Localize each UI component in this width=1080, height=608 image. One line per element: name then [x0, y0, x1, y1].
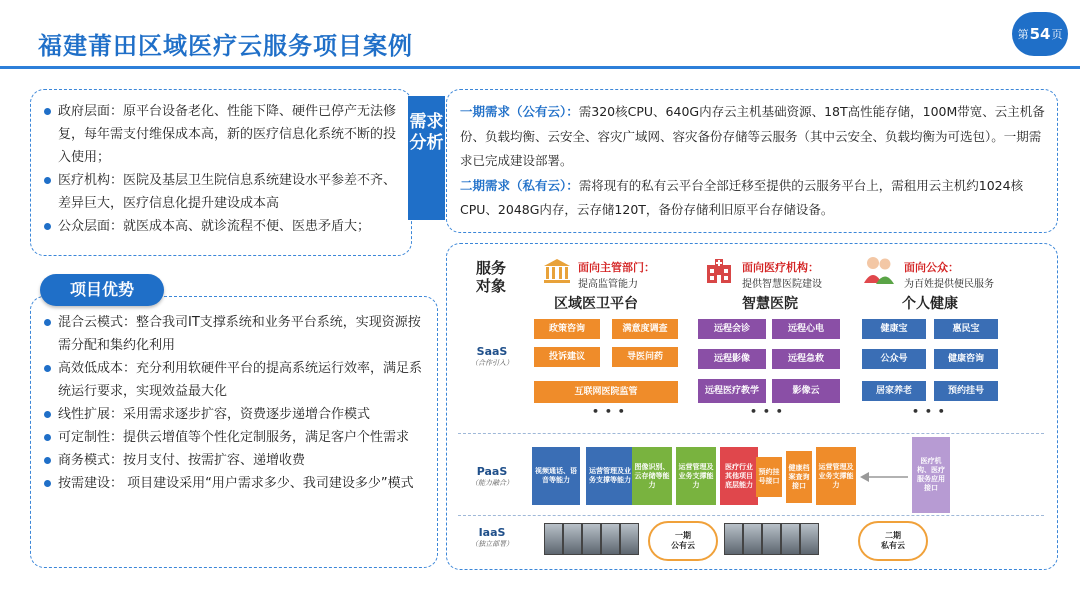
audience-title: 面向公众：: [904, 261, 959, 274]
saas-box: 互联网医院监管: [534, 381, 678, 403]
saas-box: 远程心电: [772, 319, 840, 339]
saas-box: 远程医疗教学: [698, 379, 766, 403]
server-rack-icon: [724, 523, 743, 555]
layer-name: SaaS: [476, 345, 508, 358]
audience-sub: 为百姓提供便民服务: [904, 279, 994, 290]
more-dots: • • •: [912, 405, 946, 418]
server-rack-icon: [800, 523, 819, 555]
paas-box: 图像识别、云存储等能力: [632, 447, 672, 505]
paas-box: 运营管理及业务支撑等能力: [586, 447, 634, 505]
more-dots: • • •: [750, 405, 784, 418]
server-rack-icon: [781, 523, 800, 555]
paas-box: 运营管理及业务支撑能力: [816, 447, 856, 505]
saas-box: 政策咨询: [534, 319, 600, 339]
saas-box: 导医问药: [612, 347, 678, 367]
saas-box: 投诉建议: [534, 347, 600, 367]
saas-box: 预约挂号: [934, 381, 998, 401]
hospital-icon: [704, 257, 734, 285]
column-title-regional: 区域医卫平台: [554, 296, 638, 312]
paas-box: 健康档案查询接口: [786, 451, 812, 503]
saas-box: 居家养老: [862, 381, 926, 401]
phase1-block: [460, 100, 1050, 174]
service-target-label: 服务对象: [476, 259, 507, 295]
phase1-label: 一期需求（公有云）：: [460, 104, 579, 119]
paas-box: 视频通话、语音等能力: [532, 447, 580, 505]
more-dots: • • •: [592, 405, 626, 418]
saas-box: 公众号: [862, 349, 926, 369]
layer-sub: （独立部署）: [471, 540, 513, 548]
phase2-text: 需将现有的私有云平台全部迁移至提供的云服务平台上，需租用云主机约1024核CPU、2048G内存，云存储120T，备份存储利旧原平台存储设备。: [460, 177, 1024, 217]
list-item: 医疗机构：医院及基层卫生院信息系统建设水平参差不齐、差异巨大，医疗信息化提升建设成本高: [42, 169, 400, 215]
layer-paas: [464, 465, 520, 488]
layer-sub: （合作引入）: [471, 359, 513, 367]
server-rack-icon: [620, 523, 639, 555]
server-rack-icon: [762, 523, 781, 555]
layer-name: PaaS: [476, 465, 508, 478]
layer-name: IaaS: [478, 526, 506, 539]
government-building-icon: [542, 257, 572, 285]
requirements-text: [460, 100, 1050, 223]
column-title-personal: 个人健康: [902, 296, 958, 312]
public-cloud-badge: 一期 公有云: [648, 521, 718, 561]
layer-sub: （能力融合）: [471, 479, 513, 487]
advantages-tag: 项目优势: [40, 274, 164, 306]
saas-box: 远程急救: [772, 349, 840, 369]
audience-government: [578, 259, 655, 290]
architecture-diagram: [446, 243, 1056, 568]
page-number: 54: [1029, 25, 1051, 43]
title-underline: [0, 66, 1080, 69]
saas-box: 远程会诊: [698, 319, 766, 339]
list-item: 政府层面：原平台设备老化、性能下降、硬件已停产无法修复，每年需支付维保成本高，新的医疗信息化系统不断的投入使用；: [42, 100, 400, 169]
audience-title: 面向主管部门：: [578, 261, 655, 274]
server-rack-icon: [582, 523, 601, 555]
layer-divider: [458, 515, 1044, 516]
server-rack-icon: [743, 523, 762, 555]
audience-sub: 提供智慧医院建设: [742, 279, 822, 290]
people-icon: [862, 255, 896, 285]
phase2-label: 二期需求（私有云）：: [460, 177, 579, 193]
server-rack-icon: [544, 523, 563, 555]
audience-sub: 提高监管能力: [578, 279, 638, 290]
advantages-list: [42, 311, 426, 495]
layer-saas: [464, 345, 520, 368]
layer-divider: [458, 433, 1044, 434]
saas-box: 惠民宝: [934, 319, 998, 339]
phase2-block: [460, 174, 1050, 223]
list-item: 高效低成本：充分利用软硬件平台的提高系统运行效率，满足系统运行要求，实现效益最大化: [42, 357, 426, 403]
list-item: 线性扩展：采用需求逐步扩容，资费逐步递增合作模式: [42, 403, 426, 426]
server-rack-icon: [601, 523, 620, 555]
page-title: 福建莆田区域医疗云服务项目案例: [38, 32, 413, 60]
page-number-badge: [1012, 12, 1068, 56]
page-prefix: 第: [1017, 28, 1029, 41]
saas-box: 满意度调查: [612, 319, 678, 339]
needs-analysis-tag: 需求分析: [408, 96, 445, 220]
list-item: 可定制性：提供云增值等个性化定制服务，满足客户个性需求: [42, 426, 426, 449]
paas-box: 医疗行业其他项目底层能力: [720, 447, 758, 505]
paas-box: 预约挂号接口: [756, 457, 782, 497]
paas-box: 运营管理及业务支撑能力: [676, 447, 716, 505]
list-item: 按需建设： 项目建设采用“用户需求多少、我司建设多少”模式: [42, 472, 426, 495]
list-item: 商务模式：按月支付、按需扩容、递增收费: [42, 449, 426, 472]
list-item: 公众层面：就医成本高、就诊流程不便、医患矛盾大；: [42, 215, 400, 238]
paas-box: 医疗机构、医疗服务应用接口: [912, 437, 950, 513]
saas-box: 影像云: [772, 379, 840, 403]
audience-hospital: [742, 259, 822, 290]
private-cloud-badge: 二期 私有云: [858, 521, 928, 561]
layer-iaas: [464, 526, 520, 549]
saas-box: 远程影像: [698, 349, 766, 369]
column-title-hospital: 智慧医院: [742, 296, 798, 312]
phase1-text: 需320核CPU、640G内存云主机基础资源、18T高性能存储，100M带宽、云主机备份、负载均衡、云安全、容灾广域网、容灾备份存储等云服务（其中云安全、负载均衡为可选包）。一期需求已完成建设部署。: [460, 104, 1045, 168]
server-rack-icon: [563, 523, 582, 555]
saas-box: 健康咨询: [934, 349, 998, 369]
audience-title: 面向医疗机构：: [742, 261, 819, 274]
saas-box: 健康宝: [862, 319, 926, 339]
list-item: 混合云模式：整合我司IT支撑系统和业务平台系统，实现资源按需分配和集约化利用: [42, 311, 426, 357]
page-suffix: 页: [1051, 28, 1063, 41]
arrow-left-icon: [860, 471, 908, 483]
audience-public: [904, 259, 994, 290]
needs-list: [42, 100, 400, 238]
